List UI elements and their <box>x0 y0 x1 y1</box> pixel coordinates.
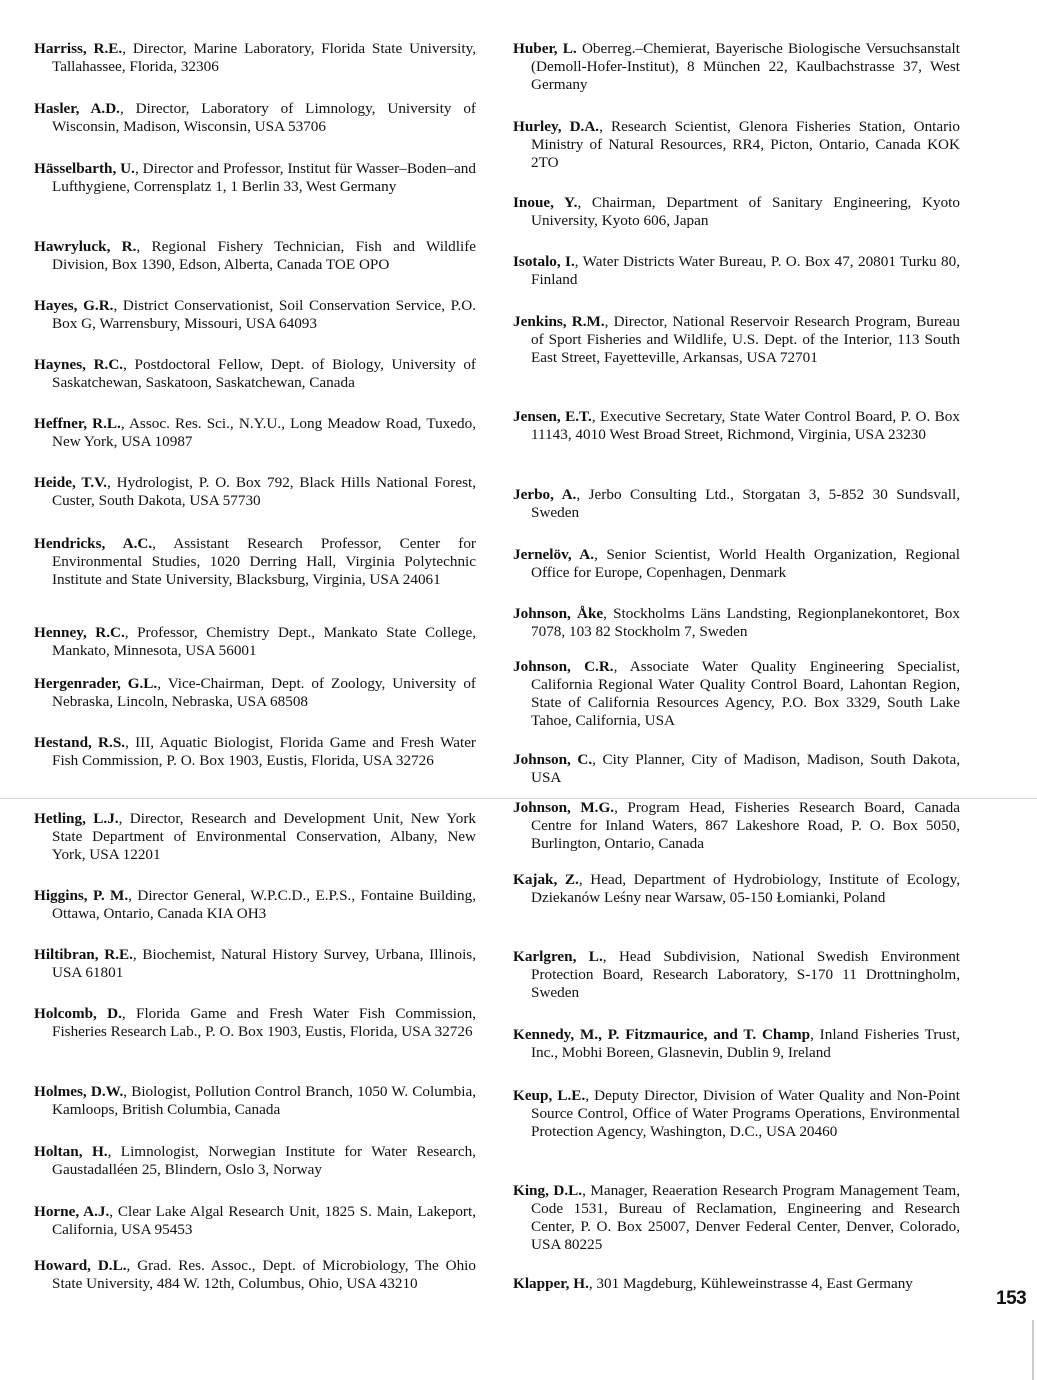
entry-name: Johnson, C.R. <box>513 658 614 675</box>
directory-entry <box>513 799 960 853</box>
directory-entry <box>513 313 960 367</box>
entry-details: , Biochemist, Natural History Survey, Urbana, Illinois, USA 61801 <box>52 946 476 981</box>
entry-details: , Head Subdivision, National Swedish Environment Protection Board, Research Laboratory, S-170 11 Drottningholm, Sweden <box>531 948 961 1001</box>
entry-details: , Regional Fishery Technician, Fish and Wildlife Division, Box 1390, Edson, Alberta, Canada TOE OPO <box>52 238 477 273</box>
directory-entry <box>34 810 476 864</box>
entry-details: , Executive Secretary, State Water Control Board, P. O. Box 11143, 4010 West Broad Street, Richmond, Virginia, USA 23230 <box>531 408 960 443</box>
entry-details: , Director, National Reservoir Research Program, Bureau of Sport Fisheries and Wildlife, U.S. Dept. of the Interior, 113 South East Street, Fayetteville, Arkansas, USA 72701 <box>531 313 960 366</box>
entry-name: Hurley, D.A. <box>513 118 600 135</box>
page-edge-mark <box>1032 1320 1034 1380</box>
entry-details: , Senior Scientist, World Health Organization, Regional Office for Europe, Copenhagen, Denmark <box>531 546 961 581</box>
entry-name: Hergenrader, G.L. <box>34 675 158 692</box>
directory-entry <box>34 535 476 589</box>
entry-details: , Vice-Chairman, Dept. of Zoology, University of Nebraska, Lincoln, Nebraska, USA 68508 <box>52 675 476 710</box>
entry-name: Howard, D.L. <box>34 1257 127 1274</box>
entry-details: , Assoc. Res. Sci., N.Y.U., Long Meadow Road, Tuxedo, New York, USA 10987 <box>52 415 476 450</box>
entry-name: Haynes, R.C. <box>34 356 124 373</box>
entry-name: Hendricks, A.C. <box>34 535 153 552</box>
directory-entry <box>34 160 476 196</box>
entry-details: , Head, Department of Hydrobiology, Institute of Ecology, Dziekanów Leśny near Warsaw, 05-150 Łomianki, Poland <box>531 871 960 906</box>
entry-details: , District Conservationist, Soil Conservation Service, P.O. Box G, Warrensbury, Missouri, USA 64093 <box>52 297 476 332</box>
entry-details: , Director General, W.P.C.D., E.P.S., Fontaine Building, Ottawa, Ontario, Canada KIA OH3 <box>52 887 477 922</box>
directory-entry <box>513 408 960 444</box>
entry-details: , City Planner, City of Madison, Madison, South Dakota, USA <box>531 751 960 786</box>
entry-name: Heffner, R.L. <box>34 415 121 432</box>
entry-details: , Professor, Chemistry Dept., Mankato State College, Mankato, Minnesota, USA 56001 <box>52 624 476 659</box>
entry-name: Johnson, M.G. <box>513 799 615 816</box>
entry-name: Kennedy, M., P. Fitzmaurice, and T. Champ <box>513 1026 811 1043</box>
entry-name: Higgins, P. M. <box>34 887 129 904</box>
entry-name: Klapper, H. <box>513 1275 589 1292</box>
entry-name: Holtan, H. <box>34 1143 108 1160</box>
directory-entry <box>513 40 960 94</box>
directory-entry <box>513 751 960 787</box>
entry-name: Johnson, C. <box>513 751 593 768</box>
entry-details: , Stockholms Läns Landsting, Regionplanekontoret, Box 7078, 103 82 Stockholm 7, Sweden <box>531 605 960 640</box>
directory-entry <box>34 1005 476 1041</box>
entry-details: , Postdoctoral Fellow, Dept. of Biology, University of Saskatchewan, Saskatoon, Saskatchewan, Canada <box>52 356 476 391</box>
directory-entry <box>34 675 476 711</box>
entry-details: , Florida Game and Fresh Water Fish Commission, Fisheries Research Lab., P. O. Box 1903, Eustis, Florida, USA 32726 <box>52 1005 476 1040</box>
entry-details: Oberreg.–Chemierat, Bayerische Biologische Versuchsanstalt (Demoll-Hofer-Institut), 8 München 22, Kaulbachstrasse 37, West Germany <box>531 40 960 93</box>
entry-name: Hiltibran, R.E. <box>34 946 133 963</box>
directory-entry <box>34 734 476 770</box>
directory-entry <box>34 100 476 136</box>
entry-details: , Director, Marine Laboratory, Florida State University, Tallahassee, Florida, 32306 <box>52 40 476 75</box>
entry-name: Hawryluck, R. <box>34 238 137 255</box>
entry-name: Isotalo, I. <box>513 253 575 270</box>
directory-entry <box>513 1026 960 1062</box>
entry-name: Hässelbarth, U. <box>34 160 135 177</box>
entry-details: , Director and Professor, Institut für Wasser–Boden–and Lufthygiene, Corrensplatz 1, 1 Berlin 33, West Germany <box>52 160 476 195</box>
entry-details: , Associate Water Quality Engineering Specialist, California Regional Water Quality Control Board, Lahontan Region, State of California Resources Agency, P.O. Box 3329, South Lake Tahoe, California, USA <box>531 658 960 729</box>
directory-entry <box>34 1143 476 1179</box>
directory-entry <box>34 40 476 76</box>
entry-name: Heide, T.V. <box>34 474 107 491</box>
entry-details: , Research Scientist, Glenora Fisheries Station, Ontario Ministry of Natural Resources, RR4, Picton, Ontario, Canada KOK 2TO <box>531 118 960 171</box>
entry-details: , Inland Fisheries Trust, Inc., Mobhi Boreen, Glasnevin, Dublin 9, Ireland <box>531 1026 961 1061</box>
directory-entry <box>34 297 476 333</box>
entry-name: Johnson, Åke <box>513 605 604 622</box>
directory-entry <box>513 1087 960 1141</box>
entry-details: , Jerbo Consulting Ltd., Storgatan 3, 5-852 30 Sundsvall, Sweden <box>531 486 960 521</box>
entry-details: , Water Districts Water Bureau, P. O. Box 47, 20801 Turku 80, Finland <box>531 253 960 288</box>
entry-name: Jenkins, R.M. <box>513 313 605 330</box>
entry-name: Hasler, A.D. <box>34 100 120 117</box>
directory-entry <box>513 194 960 230</box>
entry-name: Inoue, Y. <box>513 194 578 211</box>
directory-entry <box>513 253 960 289</box>
entry-details: , Director, Laboratory of Limnology, University of Wisconsin, Madison, Wisconsin, USA 53706 <box>52 100 476 135</box>
entry-details: , Director, Research and Development Unit, New York State Department of Environmental Conservation, Albany, New York, USA 12201 <box>52 810 476 863</box>
entry-name: Holmes, D.W. <box>34 1083 124 1100</box>
directory-entry <box>513 1182 960 1254</box>
directory-entry <box>34 415 476 451</box>
entry-name: Huber, L. <box>513 40 577 57</box>
entry-details: , Manager, Reaeration Research Program Management Team, Code 1531, Bureau of Reclamation, Engineering and Research Center, P. O. Box 25007, Denver Federal Center, Denver, Colorado, USA 80225 <box>531 1182 961 1253</box>
entry-details: , Grad. Res. Assoc., Dept. of Microbiology, The Ohio State University, 484 W. 12th, Columbus, Ohio, USA 43210 <box>52 1257 476 1292</box>
directory-entry <box>34 887 476 923</box>
directory-entry <box>34 1203 476 1239</box>
directory-entry <box>513 658 960 730</box>
directory-entry <box>513 546 960 582</box>
entry-name: Keup, L.E. <box>513 1087 586 1104</box>
entry-name: Karlgren, L. <box>513 948 603 965</box>
directory-entry <box>34 356 476 392</box>
entry-name: Harriss, R.E. <box>34 40 123 57</box>
entry-name: Hestand, R.S. <box>34 734 126 751</box>
entry-name: Holcomb, D. <box>34 1005 122 1022</box>
directory-entry <box>513 871 960 907</box>
entry-name: Hetling, L.J. <box>34 810 119 827</box>
directory-entry <box>513 605 960 641</box>
entry-details: , III, Aquatic Biologist, Florida Game and Fresh Water Fish Commission, P. O. Box 1903, Eustis, Florida, USA 32726 <box>52 734 476 769</box>
entry-details: , Assistant Research Professor, Center for Environmental Studies, 1020 Derring Hall, Virginia Polytechnic Institute and State University, Blacksburg, Virginia, USA 24061 <box>52 535 476 588</box>
directory-entry <box>34 238 476 274</box>
directory-entry <box>34 1257 476 1293</box>
directory-entry <box>513 118 960 172</box>
entry-name: Jernelöv, A. <box>513 546 595 563</box>
directory-entry <box>34 946 476 982</box>
directory-entry <box>34 624 476 660</box>
entry-details: , Deputy Director, Division of Water Quality and Non-Point Source Control, Office of Water Programs Operations, Environmental Protection Agency, Washington, D.C., USA 20460 <box>531 1087 960 1140</box>
entry-details: , Program Head, Fisheries Research Board, Canada Centre for Inland Waters, 867 Lakeshore Road, P. O. Box 5050, Burlington, Ontario, Canada <box>531 799 960 852</box>
entry-name: Jensen, E.T. <box>513 408 592 425</box>
entry-details: , Clear Lake Algal Research Unit, 1825 S. Main, Lakeport, California, USA 95453 <box>52 1203 477 1238</box>
entry-details: , Limnologist, Norwegian Institute for Water Research, Gaustadalléen 25, Blindern, Oslo 3, Norway <box>52 1143 476 1178</box>
page-number: 153 <box>996 1288 1027 1309</box>
entry-name: Horne, A.J. <box>34 1203 110 1220</box>
directory-entry <box>513 486 960 522</box>
entry-name: Kajak, Z. <box>513 871 579 888</box>
directory-entry <box>513 948 960 1002</box>
directory-entry <box>513 1275 960 1293</box>
entry-details: , 301 Magdeburg, Kühleweinstrasse 4, East Germany <box>588 1275 913 1292</box>
entry-name: Hayes, G.R. <box>34 297 114 314</box>
entry-name: Jerbo, A. <box>513 486 577 503</box>
entry-details: , Chairman, Department of Sanitary Engineering, Kyoto University, Kyoto 606, Japan <box>531 194 960 229</box>
entry-details: , Hydrologist, P. O. Box 792, Black Hills National Forest, Custer, South Dakota, USA 57730 <box>52 474 477 509</box>
directory-entry <box>34 474 476 510</box>
entry-name: Henney, R.C. <box>34 624 125 641</box>
directory-entry <box>34 1083 476 1119</box>
entry-details: , Biologist, Pollution Control Branch, 1050 W. Columbia, Kamloops, British Columbia, Canada <box>52 1083 476 1118</box>
entry-name: King, D.L. <box>513 1182 583 1199</box>
